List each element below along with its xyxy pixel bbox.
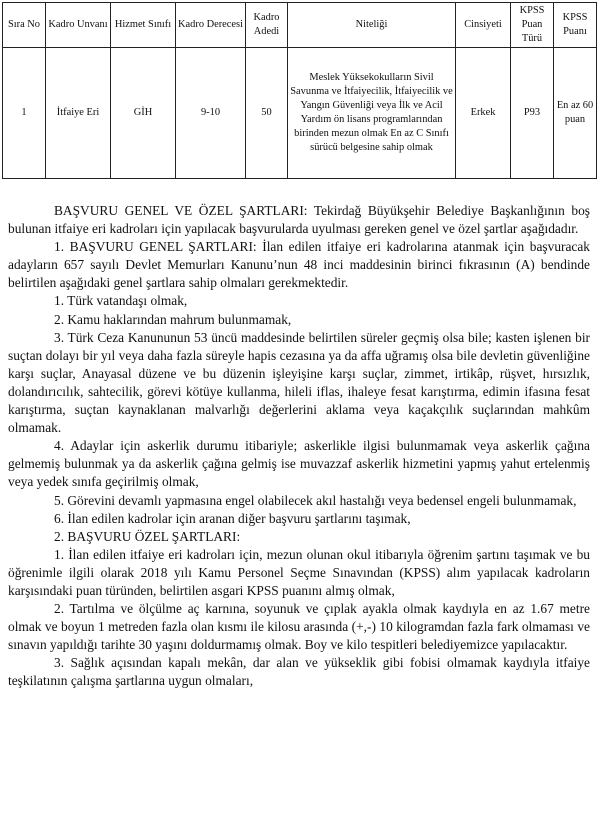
- cell-kpss-puan-turu: P93: [511, 48, 554, 179]
- header-kadro-unvani: Kadro Unvanı: [46, 3, 111, 48]
- general-requirement-item: 4. Adaylar için askerlik durumu itibariyle; askerlikle ilgisi bulunmamak veya askerlik çağına gelmemiş bulunmak ya da askerlik çağına gelmiş ise muvazzaf askerlik hizmetini yapmış yahut ertelenmiş veya yedek sınıfa geçirilmiş olmak,: [8, 438, 590, 490]
- cell-kadro-adedi: 50: [246, 48, 288, 179]
- general-requirement-item: 3. Türk Ceza Kanununun 53 üncü maddesinde belirtilen süreler geçmiş olsa bile; kasten işlenen bir suçtan dolayı bir yıl veya daha fazla süreyle hapis cezasına ya da affa uğramış olsa bile devletin güvenliğine karşı suçlar, Anayasal düzene ve bu düzenin işleyişine karşı suçlar, zimmet, irtikâp, rüşvet, hırsızlık, dolandırıcılık, sahtecilik, görevi kötüye kullanma, hileli iflas, ihaleye fesat karıştırma, edimin ifasına fesat karıştırma, suçtan kaynaklanan malvarlığı değerlerini aklama veya kaçakçılık suçlarından mahkûm olmamak.: [8, 329, 590, 436]
- general-requirement-item: 6. İlan edilen kadrolar için aranan diğer başvuru şartlarını taşımak,: [54, 510, 411, 526]
- general-requirement-item: 1. Türk vatandaşı olmak,: [54, 293, 188, 309]
- header-kpss-puani: KPSS Puanı: [554, 3, 597, 48]
- special-requirements-heading: 2. BAŞVURU ÖZEL ŞARTLARI:: [54, 528, 241, 544]
- requirements-text: [8, 202, 590, 691]
- header-kadro-adedi: Kadro Adedi: [246, 3, 288, 48]
- cell-hizmet-sinifi: GİH: [111, 48, 176, 179]
- cell-kadro-unvani: İtfaiye Eri: [46, 48, 111, 179]
- table-row: [3, 48, 597, 179]
- cell-kadro-derecesi: 9-10: [176, 48, 246, 179]
- header-sira-no: Sıra No: [3, 3, 46, 48]
- table-header-row: [3, 3, 597, 48]
- special-requirement-item: 1. İlan edilen itfaiye eri kadroları için, mezun olunan okul itibarıyla öğrenim şartını taşımak ve bu öğrenimle ilgili olarak 2018 yılı Kamu Personel Seçme Sınavından (KPSS) alım yapılacak kadroların karşısındaki puan türünden, belirtilen asgari KPSS puanını almış olmak,: [8, 546, 590, 598]
- position-table: [2, 2, 597, 179]
- general-requirement-item: 2. Kamu haklarından mahrum bulunmamak,: [54, 311, 292, 327]
- header-kadro-derecesi: Kadro Derecesi: [176, 3, 246, 48]
- intro-paragraph: BAŞVURU GENEL VE ÖZEL ŞARTLARI: Tekirdağ Büyükşehir Belediye Başkanlığının boş bulunan itfaiye eri kadroları için yapılacak başvurularda uyulması gereken genel ve özel şartlar aşağıdadır.: [8, 203, 590, 237]
- cell-niteligi: Meslek Yüksekokulların Sivil Savunma ve İtfaiyecilik, İtfaiyecilik ve Yangın Güvenliği veya İlk ve Acil Yardım ön lisans programlarından birinden mezun olmak En az C Sınıfı sürücü belgesine sahip olmak: [288, 48, 456, 179]
- special-requirement-item: 2. Tartılma ve ölçülme aç karnına, soyunuk ve çıplak ayakla olmak kaydıyla en az 1.67 metre olmak ve boyun 1 metreden fazla olan kısmı ile kilosu arasında (+,-) 10 kilogramdan fazla fark olmaması ve sınavın yapıldığı tarihte 30 yaşını doldurmamış olmak. Boy ve kilo tespitleri belediyemizce yapılacaktır.: [8, 601, 590, 653]
- general-requirements-heading: 1. BAŞVURU GENEL ŞARTLARI: İlan edilen itfaiye eri kadrolarına atanmak için başvuracak adayların 657 sayılı Devlet Memurları Kanunu’nun 48 inci maddesinin birinci fıkrasının (A) bendinde belirtilen aşağıdaki genel şartlara sahip olmaları gerekmektedir.: [8, 239, 590, 291]
- special-requirement-item: 3. Sağlık açısından kapalı mekân, dar alan ve yükseklik gibi fobisi olmamak kaydıyla itfaiye teşkilatının çalışma şartlarına uygun olmaları,: [8, 655, 590, 689]
- header-hizmet-sinifi: Hizmet Sınıfı: [111, 3, 176, 48]
- cell-kpss-puani: En az 60 puan: [554, 48, 597, 179]
- cell-sira-no: 1: [3, 48, 46, 179]
- header-kpss-puan-turu: KPSS Puan Türü: [511, 3, 554, 48]
- header-niteligi: Niteliği: [288, 3, 456, 48]
- general-requirement-item: 5. Görevini devamlı yapmasına engel olabilecek akıl hastalığı veya bedensel engeli bulunmamak,: [54, 492, 577, 508]
- header-cinsiyeti: Cinsiyeti: [456, 3, 511, 48]
- cell-cinsiyeti: Erkek: [456, 48, 511, 179]
